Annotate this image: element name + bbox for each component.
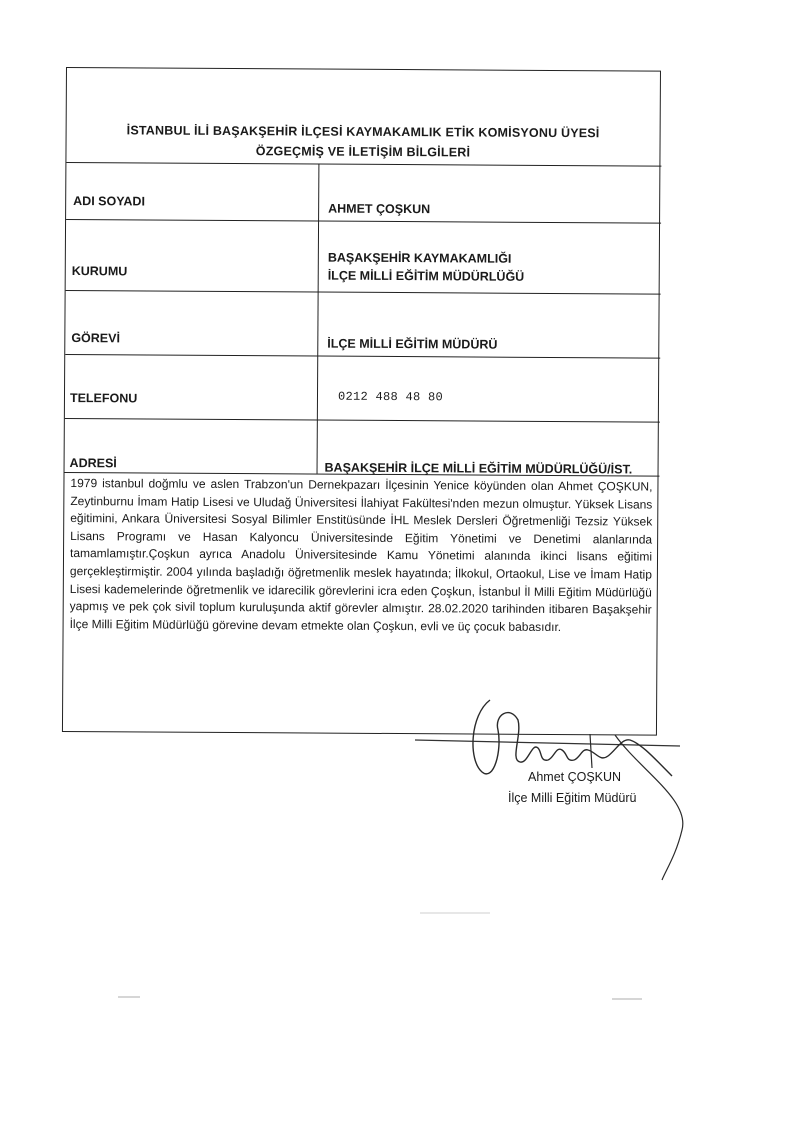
handwritten-signature <box>410 690 690 890</box>
label-name: ADI SOYADI <box>73 194 146 209</box>
title-line-2: ÖZGEÇMİŞ VE İLETİŞİM BİLGİLERİ <box>255 144 471 160</box>
title-line-1: İSTANBUL İLİ BAŞAKŞEHİR İLÇESİ KAYMAKAMLIK ETİK KOMİSYONU ÜYESİ <box>126 123 600 141</box>
value-duty: İLÇE MİLLİ EĞİTİM MÜDÜRÜ <box>327 336 498 352</box>
label-address: ADRESİ <box>69 456 117 471</box>
form-frame <box>62 67 661 736</box>
value-institution-line-1: BAŞAKŞEHİR KAYMAKAMLIĞI <box>327 250 512 266</box>
label-phone: TELEFONU <box>69 391 138 406</box>
column-divider <box>317 164 320 474</box>
scan-artifact <box>612 998 642 1000</box>
form-title <box>66 120 659 164</box>
scan-artifact <box>420 912 490 914</box>
label-institution: KURUMU <box>71 264 128 279</box>
value-institution-line-2: İLÇE MİLLİ EĞİTİM MÜDÜRLÜĞÜ <box>327 268 525 284</box>
signatory-title: İlçe Milli Eğitim Müdürü <box>508 791 637 805</box>
value-phone: 0212 488 48 80 <box>337 389 444 405</box>
row-divider <box>66 219 661 224</box>
scan-artifact <box>118 996 140 998</box>
row-divider <box>65 418 660 423</box>
value-name: AHMET ÇOŞKUN <box>328 201 431 217</box>
row-divider <box>66 290 661 295</box>
signatory-name: Ahmet ÇOŞKUN <box>528 770 622 784</box>
biography-paragraph: 1979 istanbul doğmlu ve aslen Trabzon'un Dernekpazarı İlçesinin Yenice köyünden olan Ahmet ÇOŞKUN, Zeytinburnu İmam Hatip Lisesi ve Uludağ Üniversitesi İlahiyat Fakültesi'nden mezun olmuştur. Yüksek Lisans eğitimini, Ankara Üniversitesi Sosyal Bilimler Enstitüsünde İHL Meslek Dersleri Öğretmenliği Tezsiz Yüksek Lisans Programı ve Hasan Kalyoncu Üniversitesinde Eğitim Yönetimi ve Denetimi alanlarında tamamlamıştır.Çoşkun ayrıca Anadolu Üniversitesinde Kamu Yönetimi alanında ikinci lisans eğitimi gerçekleştirmiştir. 2004 yılında başladığı öğretmenlik meslek hayatında; İlkokul, Ortaokul, Lise ve İmam Hatip Lisesi kademelerinde öğretmenlik ve idarecilik görevlerini icra eden Çoşkun, İstanbul İl Milli Eğitim Müdürlüğü yapmış ve pek çok sivil toplum kuruluşunda aktif görevler almıştır. 28.02.2020 tarihinden itibaren Başakşehir İlçe Milli Eğitim Müdürlüğü görevine devam etmekte olan Çoşkun, evli ve üç çocuk babasıdır. <box>69 476 653 634</box>
label-duty: GÖREVİ <box>71 331 121 346</box>
row-divider <box>65 354 660 359</box>
value-address: BAŞAKŞEHİR İLÇE MİLLİ EĞİTİM MÜDÜRLÜĞÜ/İST. <box>324 460 633 477</box>
